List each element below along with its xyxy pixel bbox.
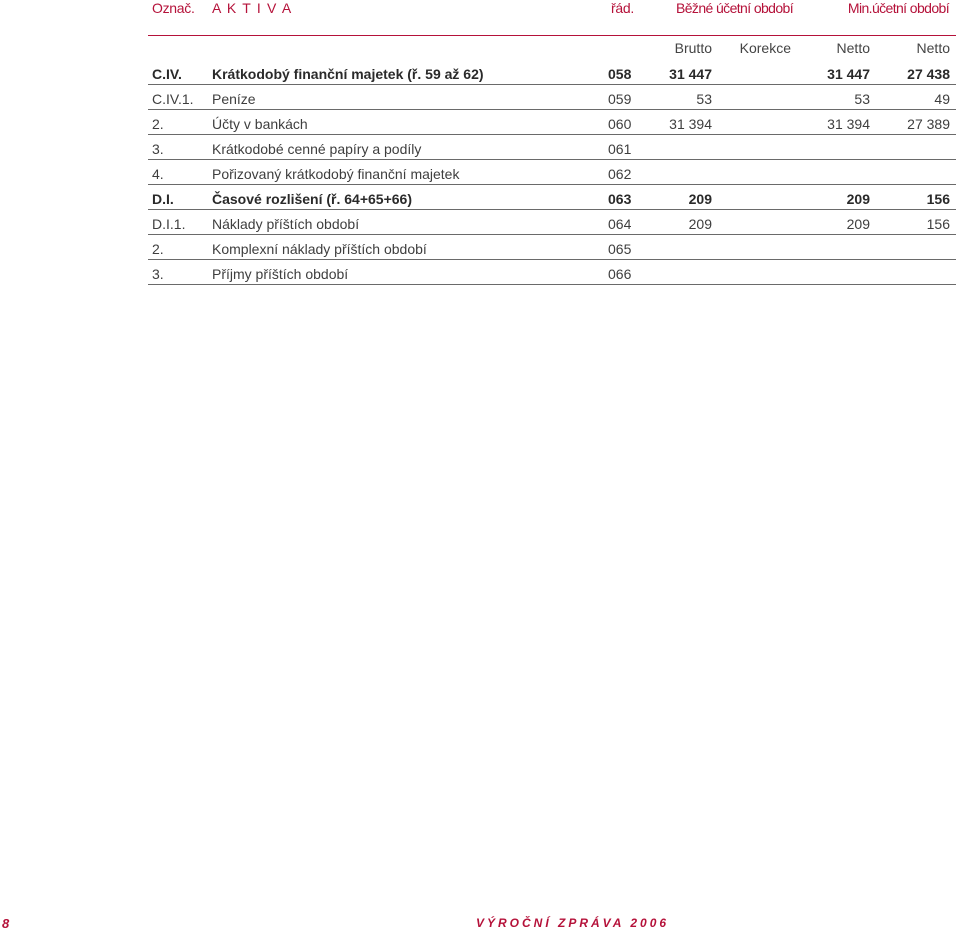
- row-code: 3.: [152, 266, 164, 282]
- header-oznac: Označ.: [152, 0, 195, 16]
- row-code: D.I.: [152, 191, 174, 207]
- table-row: [148, 85, 956, 110]
- row-brutto: 209: [688, 216, 712, 232]
- row-netto: 209: [846, 216, 870, 232]
- subheader-korekce: Korekce: [739, 40, 791, 56]
- row-label: Příjmy příštích období: [212, 266, 349, 282]
- subheader-netto-current: Netto: [836, 40, 870, 56]
- row-brutto: 53: [696, 91, 712, 107]
- table-row: [148, 185, 956, 210]
- row-label: Krátkodobé cenné papíry a podíly: [212, 141, 422, 157]
- row-netto-previous: 156: [926, 216, 950, 232]
- row-code: 4.: [152, 166, 164, 182]
- row-brutto: 31 447: [669, 66, 712, 82]
- row-netto: 209: [846, 191, 870, 207]
- balance-table: [148, 60, 956, 285]
- row-netto-previous: 27 438: [907, 66, 950, 82]
- table-row: [148, 260, 956, 285]
- header-divider: [148, 35, 956, 36]
- row-rad: 058: [608, 66, 632, 82]
- row-rad: 063: [608, 191, 632, 207]
- row-brutto: 209: [688, 191, 712, 207]
- row-code: C.IV.1.: [152, 91, 194, 107]
- row-code: 3.: [152, 141, 164, 157]
- row-label: Náklady příštích období: [212, 216, 360, 232]
- header-rad: řád.: [611, 0, 634, 16]
- row-rad: 060: [608, 116, 632, 132]
- row-rad: 062: [608, 166, 632, 182]
- row-netto: 53: [854, 91, 870, 107]
- row-brutto: 31 394: [669, 116, 712, 132]
- footer-title: VÝROČNÍ ZPRÁVA 2006: [476, 916, 670, 930]
- subheader-netto-previous: Netto: [916, 40, 950, 56]
- row-code: 2.: [152, 241, 164, 257]
- row-label: Peníze: [212, 91, 256, 107]
- row-code: D.I.1.: [152, 216, 186, 232]
- column-subheader: [0, 40, 960, 60]
- table-header: [0, 0, 960, 20]
- row-label: Časové rozlišení (ř. 64+65+66): [212, 191, 412, 207]
- row-rad: 064: [608, 216, 632, 232]
- table-row: [148, 110, 956, 135]
- row-rad: 059: [608, 91, 632, 107]
- row-label: Účty v bankách: [212, 116, 308, 132]
- row-label: Krátkodobý finanční majetek (ř. 59 až 62): [212, 66, 484, 82]
- table-row: [148, 60, 956, 85]
- row-netto: 31 394: [827, 116, 870, 132]
- subheader-brutto: Brutto: [674, 40, 712, 56]
- row-netto: 31 447: [827, 66, 870, 82]
- row-code: C.IV.: [152, 66, 182, 82]
- table-row: [148, 160, 956, 185]
- row-label: Pořizovaný krátkodobý finanční majetek: [212, 166, 460, 182]
- row-rad: 061: [608, 141, 632, 157]
- row-code: 2.: [152, 116, 164, 132]
- row-label: Komplexní náklady příštích období: [212, 241, 427, 257]
- header-previous-period: Min.účetní období: [847, 0, 949, 16]
- row-rad: 066: [608, 266, 632, 282]
- row-netto-previous: 49: [934, 91, 950, 107]
- row-rad: 065: [608, 241, 632, 257]
- table-row: [148, 235, 956, 260]
- page-number: 8: [2, 916, 10, 931]
- row-netto-previous: 27 389: [907, 116, 950, 132]
- header-current-period: Běžné účetní období: [676, 0, 794, 16]
- table-row: [148, 135, 956, 160]
- table-row: [148, 210, 956, 235]
- row-netto-previous: 156: [926, 191, 950, 207]
- header-aktiva: A K T I V A: [212, 0, 293, 16]
